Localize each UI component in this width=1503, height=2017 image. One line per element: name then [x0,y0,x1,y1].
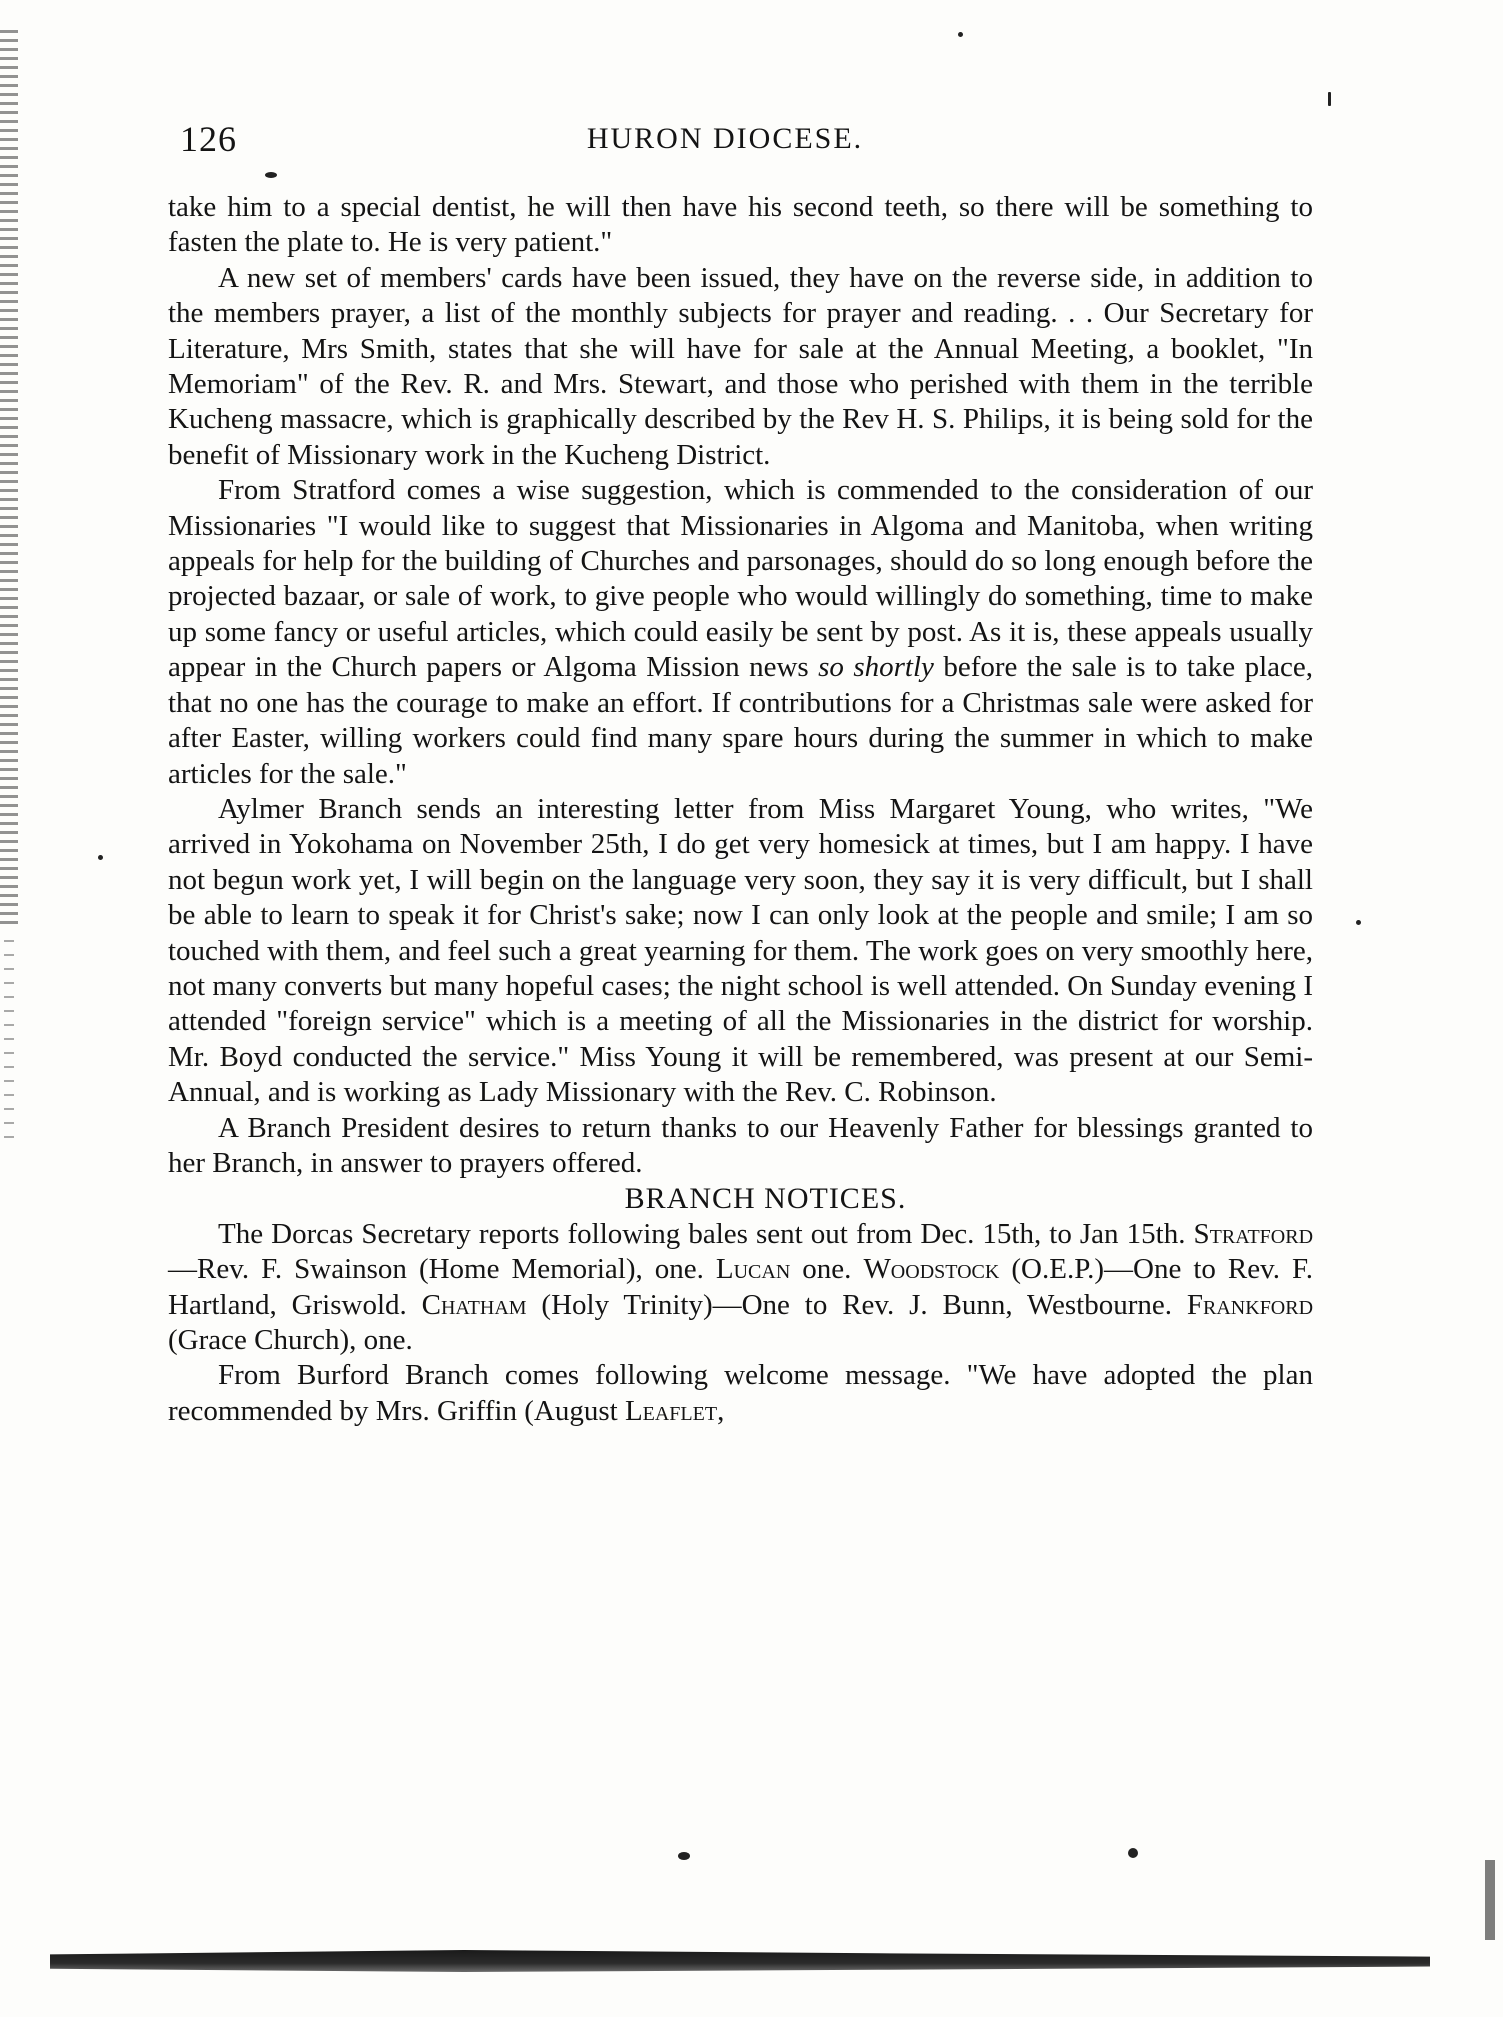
leaflet-word: Leaflet, [624,1394,725,1427]
paragraph-burford-message [168,1358,1313,1429]
emphasis-text: so shortly [818,651,934,684]
paragraph-text: From Burford Branch comes following welcome message. "We have adopted the plan recommended by Mrs. Griffin (August [168,1359,1313,1427]
ink-speck [958,32,963,37]
bottom-scan-shadow [50,1950,1430,1972]
page-number: 126 [180,119,237,159]
paragraph-text: The Dorcas Secretary reports following bales sent out from Dec. 15th, to Jan 15th. [218,1217,1186,1250]
page-header [150,118,1300,158]
paragraph-aylmer-letter: Aylmer Branch sends an interesting letter from Miss Margaret Young, who writes, "We arrived in Yokohama on November 25th, I do get very homesick at times, but I am happy. I have not begun work yet, I will begin on the language very soon, they say it is very difficult, but I shall be able to learn to speak it for Christ's sake; now I can only look at the people and smile; I am so touched with them, and feel such a great yearning for them. The work goes on very smoothly here, not many converts but many hopeful cases; the night school is well attended. On Sunday evening I attended "foreign service" which is a meeting of all the Missionaries in the district for worship. Mr. Boyd conducted the service." Miss Young it will be remembered, was present at our Semi-Annual, and is working as Lady Missionary with the Rev. C. Robinson. [168,792,1313,1109]
binding-edge-marks [0,30,18,930]
paragraph-stratford-suggestion [168,473,1313,792]
paragraph-dorcas-report [168,1217,1313,1359]
running-head: HURON DIOCESE. [586,122,864,155]
ink-speck [1328,92,1331,106]
paragraph-text: (Holy Trinity)—One to Rev. J. Bunn, Westbourne. [541,1288,1173,1321]
ink-speck [1128,1848,1138,1858]
place-name: Lucan [715,1253,791,1286]
section-heading-branch-notices: BRANCH NOTICES. [624,1182,907,1216]
ink-speck [265,172,277,178]
paragraph-text: before the sale is to take place, that no one has the courage to make an effort. If contributions for a Christmas sale were asked for after Easter, willing workers could find many spare hours during the summer in which to make articles for the sale." [168,651,1314,790]
paragraph-text: (Grace Church), one. [168,1324,413,1356]
binding-edge-marks-lower [4,940,14,1140]
ink-speck [1356,920,1361,925]
place-name: Chatham [421,1288,527,1321]
body-text [168,190,1313,1429]
paragraph-text: one. [802,1253,852,1286]
paragraph-continuation: take him to a special dentist, he will then have his second teeth, so there will be something to fasten the plate to. He is very patient." [168,191,1313,259]
paragraph-branch-president: A Branch President desires to return thanks to our Heavenly Father for blessings granted to her Branch, in answer to prayers offered. [168,1111,1313,1179]
place-name: Stratford [1193,1217,1314,1250]
paragraph-text: —Rev. F. Swainson (Home Memorial), one. [168,1253,704,1286]
place-name: Woodstock [863,1253,1000,1286]
paragraph-text: (O.E.P.)—One to Rev. F. Hartland, Griswold. [168,1253,1314,1321]
paragraph-text: From Stratford comes a wise suggestion, which is commended to the consideration of our Missionaries "I would like to suggest that Missionaries in Algoma and Manitoba, when writing appeals for help for the building of Churches and parsonages, should do so long enough before the projected bazaar, or sale of work, to give people who would willingly do something, time to make up some fancy or useful articles, which could easily be sent by post. As it is, these appeals usually appear in the Church papers or Algoma Mission news [168,474,1313,684]
ink-speck [678,1852,690,1860]
ink-speck [98,855,103,860]
right-edge-mark [1485,1860,1495,1940]
place-name: Frankford [1186,1288,1314,1321]
paragraph-members-cards: A new set of members' cards have been issued, they have on the reverse side, in addition to the members prayer, a list of the monthly subjects for prayer and reading. . . Our Secretary for Literature, Mrs Smith, states that she will have for sale at the Annual Meeting, a booklet, "In Memoriam" of the Rev. R. and Mrs. Stewart, and those who perished with them in the terrible Kucheng massacre, which is graphically described by the Rev H. S. Philips, it is being sold for the benefit of Missionary work in the Kucheng District. [168,261,1313,471]
